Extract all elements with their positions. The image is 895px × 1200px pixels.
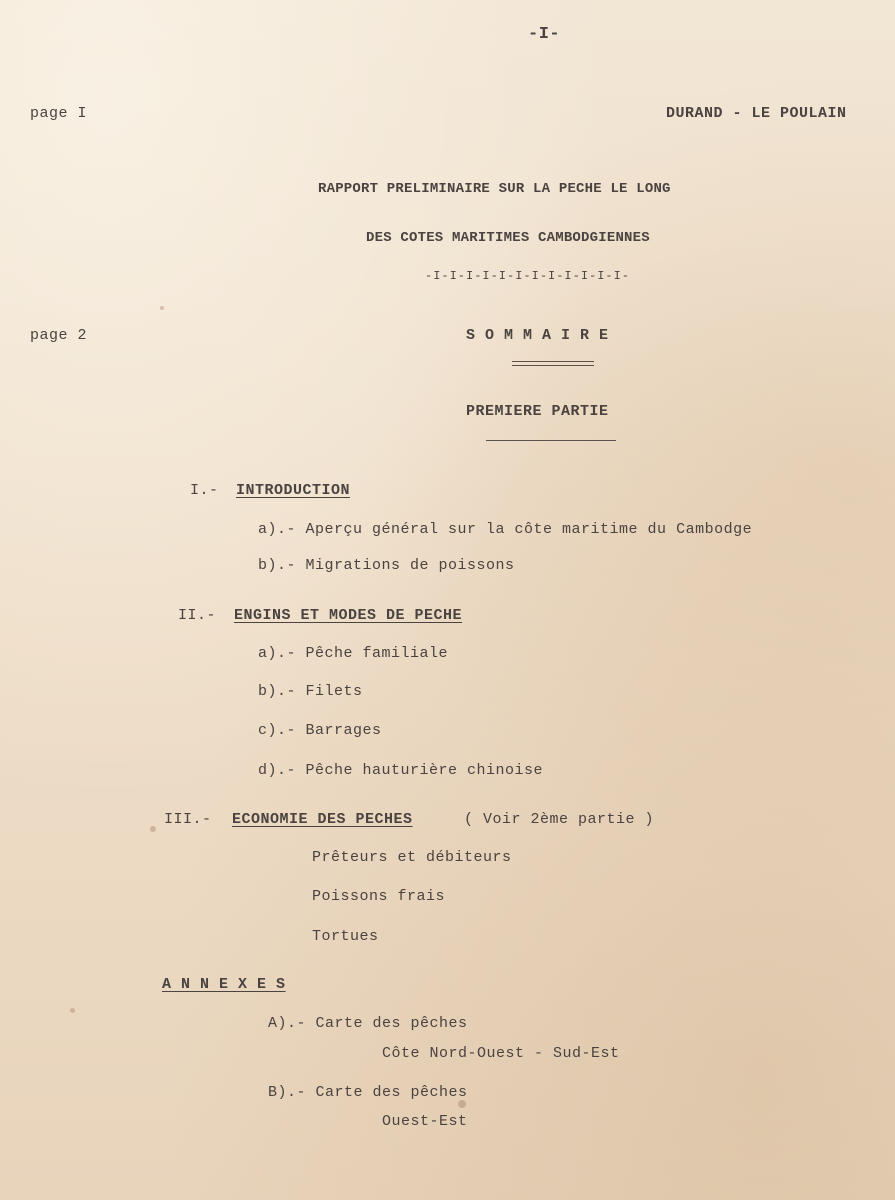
- margin-note-page-2: page 2: [30, 327, 88, 344]
- section-1-number: I.-: [190, 482, 219, 499]
- section-3-item-2: Poissons frais: [312, 888, 446, 905]
- paper-stain: [458, 1100, 466, 1108]
- section-1-title: INTRODUCTION: [236, 482, 351, 499]
- title-separator: -I-I-I-I-I-I-I-I-I-I-I-I-: [425, 269, 631, 283]
- annex-a-detail: Côte Nord-Ouest - Sud-Est: [382, 1045, 620, 1062]
- paper-stain: [150, 826, 156, 832]
- page-number: -I-: [528, 25, 561, 44]
- section-2-number: II.-: [178, 607, 217, 624]
- paper-stain: [70, 1008, 75, 1013]
- part-heading: PREMIERE PARTIE: [466, 403, 609, 420]
- paper-stain: [160, 306, 164, 310]
- section-2-item-a: a).- Pêche familiale: [258, 645, 449, 662]
- authors: DURAND - LE POULAIN: [666, 105, 847, 122]
- section-1-item-a: a).- Aperçu général sur la côte maritime du Cambodge: [258, 521, 753, 538]
- margin-note-page-1: page I: [30, 105, 88, 122]
- annex-a-label: A).- Carte des pêches: [268, 1015, 468, 1032]
- sommaire-underline: [512, 361, 594, 366]
- section-2-item-d: d).- Pêche hauturière chinoise: [258, 762, 544, 779]
- section-3-note: ( Voir 2ème partie ): [464, 811, 655, 828]
- section-2-item-c: c).- Barrages: [258, 722, 382, 739]
- section-1-item-b: b).- Migrations de poissons: [258, 557, 515, 574]
- title-line-1: RAPPORT PRELIMINAIRE SUR LA PECHE LE LONG: [318, 181, 671, 197]
- sommaire-heading: S O M M A I R E: [466, 327, 609, 344]
- section-2-item-b: b).- Filets: [258, 683, 363, 700]
- section-2-title: ENGINS ET MODES DE PECHE: [234, 607, 463, 624]
- part-heading-rule: [486, 440, 616, 441]
- section-3-title: ECONOMIE DES PECHES: [232, 811, 413, 828]
- section-3-item-3: Tortues: [312, 928, 379, 945]
- annex-b-detail: Ouest-Est: [382, 1113, 468, 1130]
- title-line-2: DES COTES MARITIMES CAMBODGIENNES: [366, 230, 650, 246]
- annex-b-label: B).- Carte des pêches: [268, 1084, 468, 1101]
- annexes-heading: A N N E X E S: [162, 976, 286, 993]
- section-3-item-1: Prêteurs et débiteurs: [312, 849, 512, 866]
- section-3-number: III.-: [164, 811, 212, 828]
